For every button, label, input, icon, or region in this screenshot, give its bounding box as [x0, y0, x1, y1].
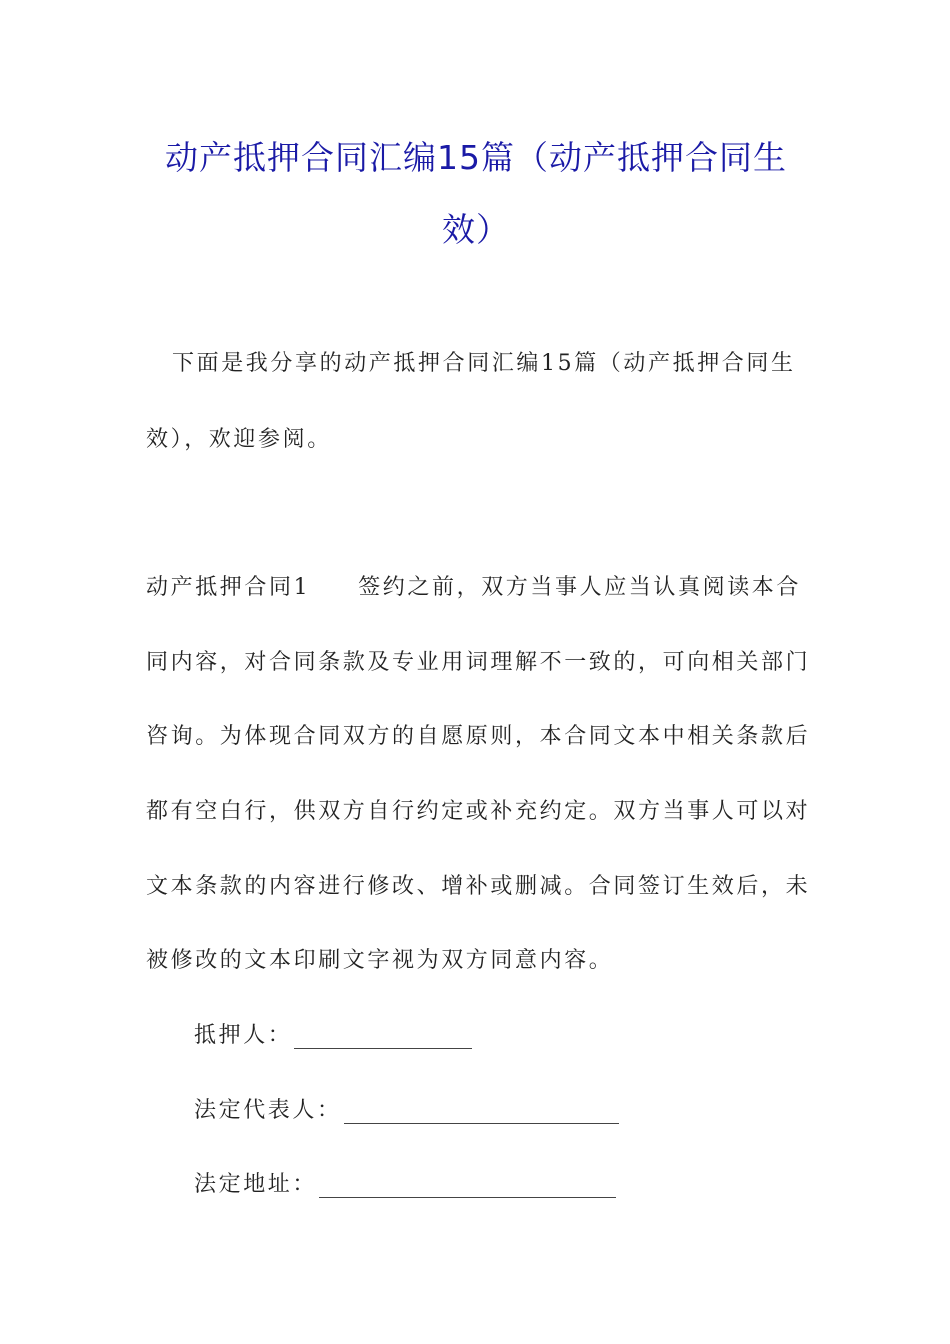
mortgagor-blank[interactable]	[294, 1026, 472, 1049]
intro-line1: 下面是我分享的动产抵押合同汇编15篇（动产抵押合同生	[172, 351, 796, 376]
paragraph-line1: 签约之前，双方当事人应当认真阅读本合	[358, 575, 802, 600]
mortgagor-field	[194, 1018, 472, 1049]
legal-representative-blank[interactable]	[344, 1101, 619, 1124]
legal-address-label: 法定地址：	[194, 1172, 318, 1197]
document-title-line2: 效）	[442, 210, 510, 249]
document-title-line1: 动产抵押合同汇编15篇（动产抵押合同生	[165, 138, 787, 177]
mortgagor-label: 抵押人：	[194, 1023, 293, 1048]
paragraph-line5: 文本条款的内容进行修改、增补或删减。合同签订生效后，未	[146, 874, 811, 899]
legal-address-field	[194, 1167, 616, 1198]
paragraph-line6: 被修改的文本印刷文字视为双方同意内容。	[146, 948, 614, 973]
paragraph-line2: 同内容，对合同条款及专业用词理解不一致的，可向相关部门	[146, 650, 811, 675]
section-heading-line	[146, 570, 808, 601]
paragraph-line3: 咨询。为体现合同双方的自愿原则，本合同文本中相关条款后	[146, 724, 811, 749]
paragraph-line4: 都有空白行，供双方自行约定或补充约定。双方当事人可以对	[146, 799, 811, 824]
section-label: 动产抵押合同1	[146, 575, 311, 600]
intro-line2: 效），欢迎参阅。	[146, 427, 332, 452]
legal-address-blank[interactable]	[319, 1175, 616, 1198]
legal-representative-field	[194, 1093, 619, 1124]
legal-representative-label: 法定代表人：	[194, 1098, 342, 1123]
